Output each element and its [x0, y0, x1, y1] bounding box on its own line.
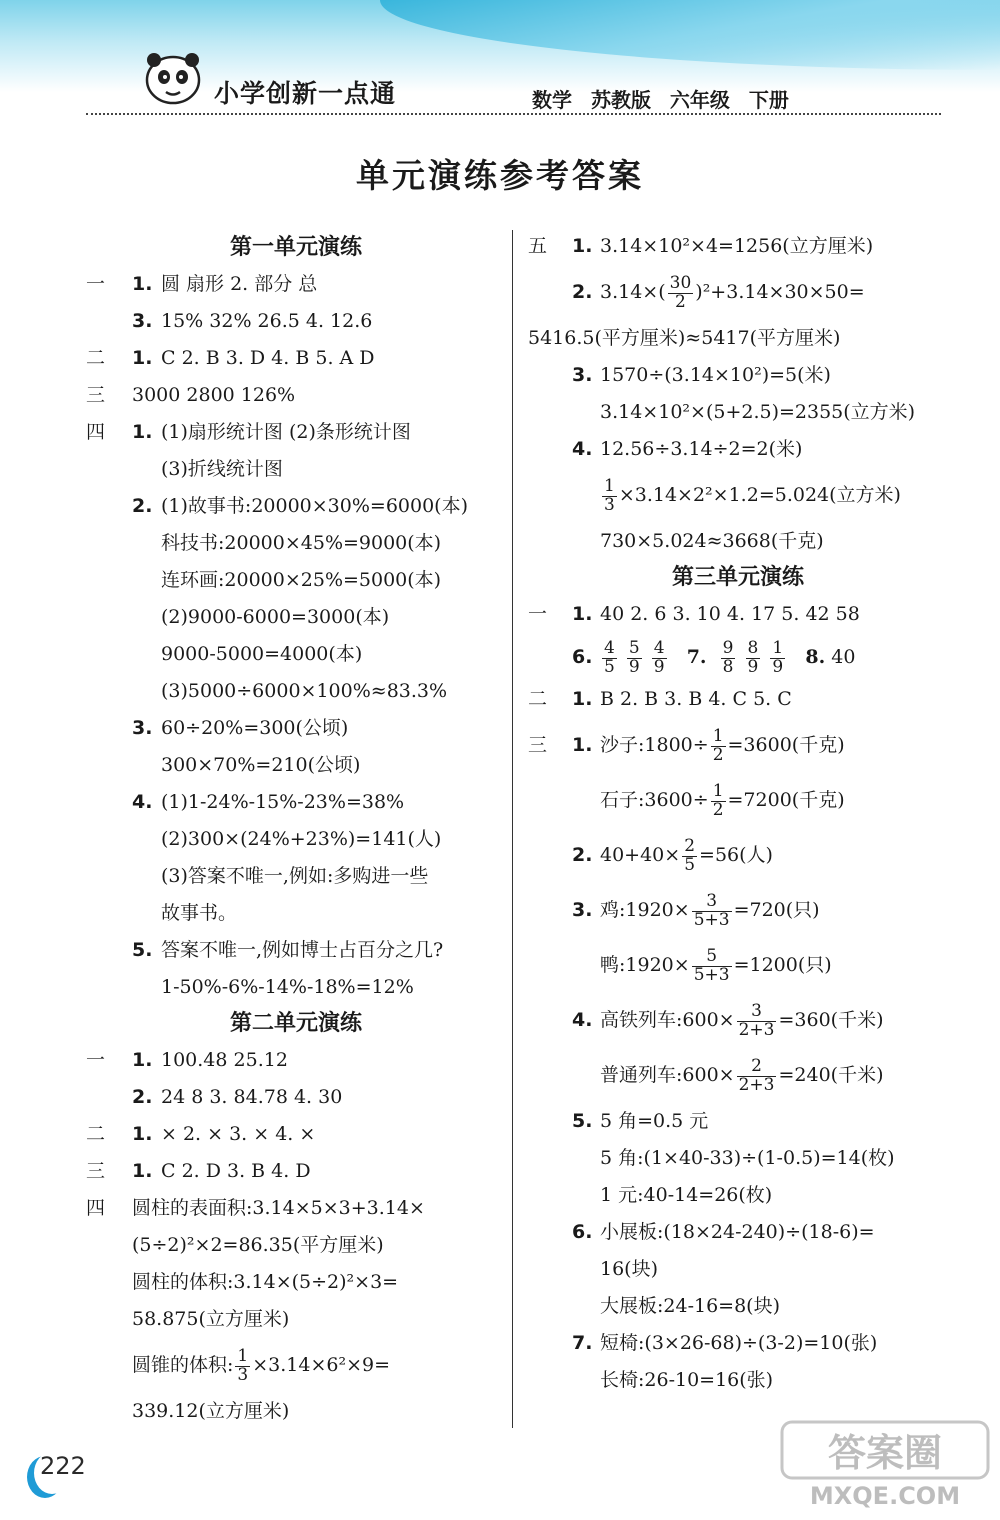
answer-row [86, 1264, 506, 1301]
item-number: 1. [572, 688, 593, 710]
fraction-denominator: 9 [653, 656, 665, 677]
answer-row [528, 394, 948, 431]
formula-lead: 石子:3600÷ [600, 789, 709, 811]
answer-text: 339.12(立方厘米) [132, 1400, 290, 1422]
answer-row [86, 858, 506, 895]
section-mark: 一 [86, 1049, 106, 1071]
svg-text:MXQE.COM: MXQE.COM [809, 1482, 961, 1510]
item-number: 2. [572, 281, 593, 303]
fraction [737, 1055, 777, 1095]
answer-row [86, 969, 506, 1006]
section-mark: 四 [86, 1197, 106, 1219]
answer-text: 40 2. 6 3. 10 4. 17 5. 42 58 [600, 603, 860, 625]
fraction-denominator: 3 [237, 1364, 249, 1385]
answer-row [528, 1140, 948, 1177]
answer-text [600, 828, 773, 883]
fraction-numerator: 1 [237, 1345, 249, 1366]
answer-row [86, 673, 506, 710]
subject-label: 数学 苏教版 六年级 下册 [532, 88, 789, 112]
formula-tail: ×3.14×2²×1.2=5.024(立方米) [618, 484, 901, 506]
answer-row [86, 1338, 506, 1393]
formula-lead: 圆锥的体积: [132, 1354, 234, 1376]
column-divider [512, 230, 513, 1428]
section-mark: 三 [86, 1160, 106, 1182]
formula-tail: =360(千米) [778, 1009, 884, 1031]
answer-row [528, 468, 948, 523]
answer-text: 16(块) [600, 1258, 659, 1280]
item-number: 3. [132, 717, 153, 739]
answer-row [86, 414, 506, 451]
fraction-numerator: 9 [722, 637, 734, 658]
answer-row [86, 895, 506, 932]
answer-row [86, 636, 506, 673]
item-number: 3. [132, 310, 153, 332]
answer-text: 12.56÷3.14÷2=2(米) [600, 438, 803, 460]
answer-text: (3)5000÷6000×100%≈83.3% [161, 680, 448, 702]
fraction [627, 637, 642, 677]
answer-row [86, 266, 506, 303]
answer-text: B 2. B 3. B 4. C 5. C [600, 688, 792, 710]
section-mark: 一 [528, 603, 548, 625]
right-column [528, 228, 948, 1399]
answer-row [86, 1227, 506, 1264]
fraction-denominator: 9 [772, 656, 784, 677]
fraction-denominator: 8 [722, 656, 734, 677]
section-mark: 二 [528, 688, 548, 710]
section-mark: 三 [86, 384, 106, 406]
answer-row [528, 228, 948, 265]
unit2-title: 第二单元演练 [229, 1011, 362, 1036]
answer-text: 小展板:(18×24-240)÷(18-6)= [600, 1221, 875, 1243]
section-mark: 三 [528, 734, 548, 756]
formula-tail: =56(人) [699, 844, 773, 866]
item-number: 2. [132, 495, 153, 517]
answer-text: C 2. B 3. D 4. B 5. A D [161, 347, 375, 369]
answer-row [528, 718, 948, 773]
fraction-numerator: 1 [772, 637, 784, 658]
fraction-denominator: 2+3 [738, 1074, 775, 1095]
watermark-logo-icon [780, 1418, 990, 1510]
answer-text: C 2. D 3. B 4. D [161, 1160, 311, 1182]
answer-row [528, 1048, 948, 1103]
fraction-numerator: 1 [712, 780, 724, 801]
answer-row [86, 599, 506, 636]
answer-row [86, 1116, 506, 1153]
item-number: 4. [572, 438, 593, 460]
answer-row [86, 747, 506, 784]
item-number: 1. [132, 1123, 153, 1145]
answer-text: 730×5.024≈3668(千克) [600, 530, 824, 552]
answer-row [528, 1103, 948, 1140]
formula-lead: 高铁列车:600× [600, 1009, 735, 1031]
answer-text [132, 1338, 390, 1393]
fraction [235, 1345, 250, 1385]
fraction-denominator: 2 [712, 744, 724, 765]
answer-row [86, 1079, 506, 1116]
item-number: 1. [132, 1049, 153, 1071]
section-mark: 二 [86, 1123, 106, 1145]
item-number: 1. [132, 273, 153, 295]
fraction-numerator: 1 [712, 725, 724, 746]
item-number: 1. [132, 347, 153, 369]
answer-text [600, 633, 855, 681]
answer-text [600, 1048, 884, 1103]
unit1-title: 第一单元演练 [229, 235, 362, 260]
fraction-denominator: 5 [604, 656, 615, 677]
formula-tail: =3600(千克) [727, 734, 845, 756]
fraction-denominator: 5+3 [693, 964, 730, 985]
item-number: 1. [132, 421, 153, 443]
fraction-numerator: 8 [747, 637, 759, 658]
answer-text: 5416.5(平方厘米)≈5417(平方厘米) [528, 327, 841, 349]
fraction-denominator: 2 [668, 293, 694, 312]
fraction-numerator: 4 [653, 637, 665, 658]
answer-text [600, 993, 884, 1048]
item-number: 5. [572, 1110, 593, 1132]
item-number: 2. [572, 844, 593, 866]
answer-text: 大展板:24-16=8(块) [600, 1295, 781, 1317]
answer-row [528, 1288, 948, 1325]
fraction-denominator: 2+3 [738, 1019, 775, 1040]
panda-logo-icon [142, 50, 204, 106]
fraction [711, 780, 726, 820]
fraction [770, 637, 785, 677]
formula-tail: ×3.14×6²×9= [252, 1354, 391, 1376]
answer-text: (3)答案不唯一,例如:多购进一些 [161, 865, 429, 887]
fraction-numerator: 3 [706, 890, 718, 911]
page-number: 222 [40, 1452, 86, 1480]
item-number: 3. [572, 899, 593, 921]
answer-row [86, 784, 506, 821]
fraction [737, 1000, 777, 1040]
answer-row [528, 938, 948, 993]
header-dotted-rule [86, 113, 941, 115]
answer-row [528, 357, 948, 394]
answer-text: 5 角:(1×40-33)÷(1-0.5)=14(枚) [600, 1147, 895, 1169]
answer-text: 连环画:20000×25%=5000(本) [161, 569, 442, 591]
item-number: 5. [132, 939, 153, 961]
answer-text: 3.14×10²×4=1256(立方厘米) [600, 235, 874, 257]
fraction-denominator: 2 [712, 799, 724, 820]
answer-text: 15% 32% 26.5 4. 12.6 [161, 310, 373, 332]
answer-text [600, 468, 901, 523]
brand-title: 小学创新一点通 [214, 79, 397, 108]
formula-tail: =1200(只) [733, 954, 832, 976]
answer-text: (2)300×(24%+23%)=141(人) [161, 828, 442, 850]
fraction-numerator: 2 [751, 1055, 762, 1076]
fraction [602, 637, 617, 677]
formula-lead: 沙子:1800÷ [600, 734, 709, 756]
answer-text: 1 元:40-14=26(枚) [600, 1184, 773, 1206]
answer-row [528, 431, 948, 468]
answer-text [600, 938, 832, 993]
fraction-denominator: 3 [604, 494, 615, 515]
answer-row [86, 1301, 506, 1338]
answer-row [86, 1393, 506, 1430]
item-number: 4. [572, 1009, 593, 1031]
answer-text: 科技书:20000×45%=9000(本) [161, 532, 442, 554]
answer-row [86, 821, 506, 858]
answer-row [86, 1042, 506, 1079]
answer-row [528, 883, 948, 938]
fraction-denominator: 9 [628, 656, 640, 677]
fraction-denominator: 9 [747, 656, 759, 677]
formula-tail: =7200(千克) [727, 789, 845, 811]
item-number: 8. [805, 646, 826, 668]
answer-text: 故事书。 [161, 902, 238, 924]
answer-text: 300×70%=210(公顷) [161, 754, 361, 776]
answer-text: 短椅:(3×26-68)÷(3-2)=10(张) [600, 1332, 878, 1354]
section-mark: 四 [86, 421, 106, 443]
fraction [668, 272, 694, 312]
answer-row [86, 340, 506, 377]
answer-text: (3)折线统计图 [161, 458, 283, 480]
item-number: 6. [572, 1221, 593, 1243]
fraction-numerator: 1 [604, 475, 615, 496]
answer-row [528, 828, 948, 883]
page-title: 单元演练参考答案 [356, 156, 644, 195]
item-number: 3. [572, 364, 593, 386]
section-mark: 五 [528, 235, 548, 257]
section-mark: 一 [86, 273, 106, 295]
answer-text: 100.48 25.12 [161, 1049, 288, 1071]
answer-row [528, 320, 948, 357]
formula-lead: 鸭:1920× [600, 954, 690, 976]
fraction-numerator: 5 [628, 637, 640, 658]
fraction [652, 637, 667, 677]
item-number: 1. [572, 734, 593, 756]
fraction-numerator: 3 [751, 1000, 762, 1021]
answer-text [600, 773, 845, 828]
answer-row [528, 773, 948, 828]
answer-row [528, 1214, 948, 1251]
item-number: 7. [572, 1332, 593, 1354]
item-number: 6. [572, 646, 593, 668]
fraction [602, 475, 617, 515]
unit3-title: 第三单元演练 [671, 565, 804, 590]
fraction [721, 637, 736, 677]
answer-text: (1)故事书:20000×30%=6000(本) [161, 495, 469, 517]
answer-text: 圆柱的表面积:3.14×5×3+3.14× [132, 1197, 425, 1219]
item-number: 4. [132, 791, 153, 813]
item-number: 2. [132, 1086, 153, 1108]
fraction-denominator: 5 [684, 854, 696, 875]
answer-value: 40 [831, 646, 856, 668]
answer-row [86, 451, 506, 488]
formula-lead: 40+40× [600, 844, 681, 866]
answer-row [528, 1325, 948, 1362]
answer-row [86, 932, 506, 969]
section-mark: 二 [86, 347, 106, 369]
answer-row [86, 377, 506, 414]
answer-row [528, 523, 948, 560]
formula-lead: 普通列车:600× [600, 1064, 735, 1086]
answer-text: 58.875(立方厘米) [132, 1308, 290, 1330]
answer-row [528, 1177, 948, 1214]
answer-row [528, 265, 948, 320]
answer-row [86, 710, 506, 747]
answer-row [528, 993, 948, 1048]
fraction [682, 835, 697, 875]
answer-text: 5 角=0.5 元 [600, 1110, 709, 1132]
fraction-numerator: 30 [669, 272, 692, 293]
fraction-numerator: 4 [604, 637, 615, 658]
answer-row [528, 633, 948, 681]
answer-text: (1)1-24%-15%-23%=38% [161, 791, 405, 813]
fraction-numerator: 2 [684, 835, 696, 856]
formula-tail: )²+3.14×30×50= [695, 281, 865, 303]
answer-row [528, 1251, 948, 1288]
answer-row [86, 303, 506, 340]
answer-row [86, 1190, 506, 1227]
left-column [86, 230, 506, 1430]
fraction [711, 725, 726, 765]
answer-text: 1-50%-6%-14%-18%=12% [161, 976, 414, 998]
answer-text: 3000 2800 126% [132, 384, 296, 406]
answer-text: 长椅:26-10=16(张) [600, 1369, 774, 1391]
fraction [692, 945, 732, 985]
fraction-numerator: 5 [706, 945, 718, 966]
answer-text: 1570÷(3.14×10²)=5(米) [600, 364, 831, 386]
answer-row [86, 562, 506, 599]
answer-text: 圆 扇形 2. 部分 总 [161, 273, 318, 295]
answer-text: (5÷2)²×2=86.35(平方厘米) [132, 1234, 384, 1256]
item-number: 1. [132, 1160, 153, 1182]
fraction-denominator: 5+3 [693, 909, 730, 930]
fraction [746, 637, 761, 677]
answer-text: 答案不唯一,例如博士占百分之几? [161, 939, 444, 961]
fraction [692, 890, 732, 930]
svg-text:答案圈: 答案圈 [827, 1431, 943, 1475]
formula-lead: 鸡:1920× [600, 899, 690, 921]
item-number: 1. [572, 235, 593, 257]
answer-text [600, 265, 865, 320]
answer-text [600, 883, 820, 938]
item-number: 7. [686, 646, 707, 668]
answer-row [528, 681, 948, 718]
answer-text: 3.14×10²×(5+2.5)=2355(立方米) [600, 401, 916, 423]
answer-text: 24 8 3. 84.78 4. 30 [161, 1086, 343, 1108]
answer-text: 圆柱的体积:3.14×(5÷2)²×3= [132, 1271, 399, 1293]
answer-row [528, 596, 948, 633]
answer-text [600, 718, 845, 773]
header-wave [380, 0, 1000, 70]
answer-text: (2)9000-6000=3000(本) [161, 606, 390, 628]
answer-row [528, 1362, 948, 1399]
answer-text: (1)扇形统计图 (2)条形统计图 [161, 421, 411, 443]
answer-row [86, 1153, 506, 1190]
formula-tail: =240(千米) [778, 1064, 884, 1086]
answer-text: × 2. × 3. × 4. × [161, 1123, 316, 1145]
answer-text: 60÷20%=300(公顷) [161, 717, 349, 739]
formula-tail: =720(只) [733, 899, 820, 921]
answer-text: 9000-5000=4000(本) [161, 643, 363, 665]
answer-row [86, 488, 506, 525]
answer-row [86, 525, 506, 562]
item-number: 1. [572, 603, 593, 625]
formula-lead: 3.14×( [600, 281, 666, 303]
